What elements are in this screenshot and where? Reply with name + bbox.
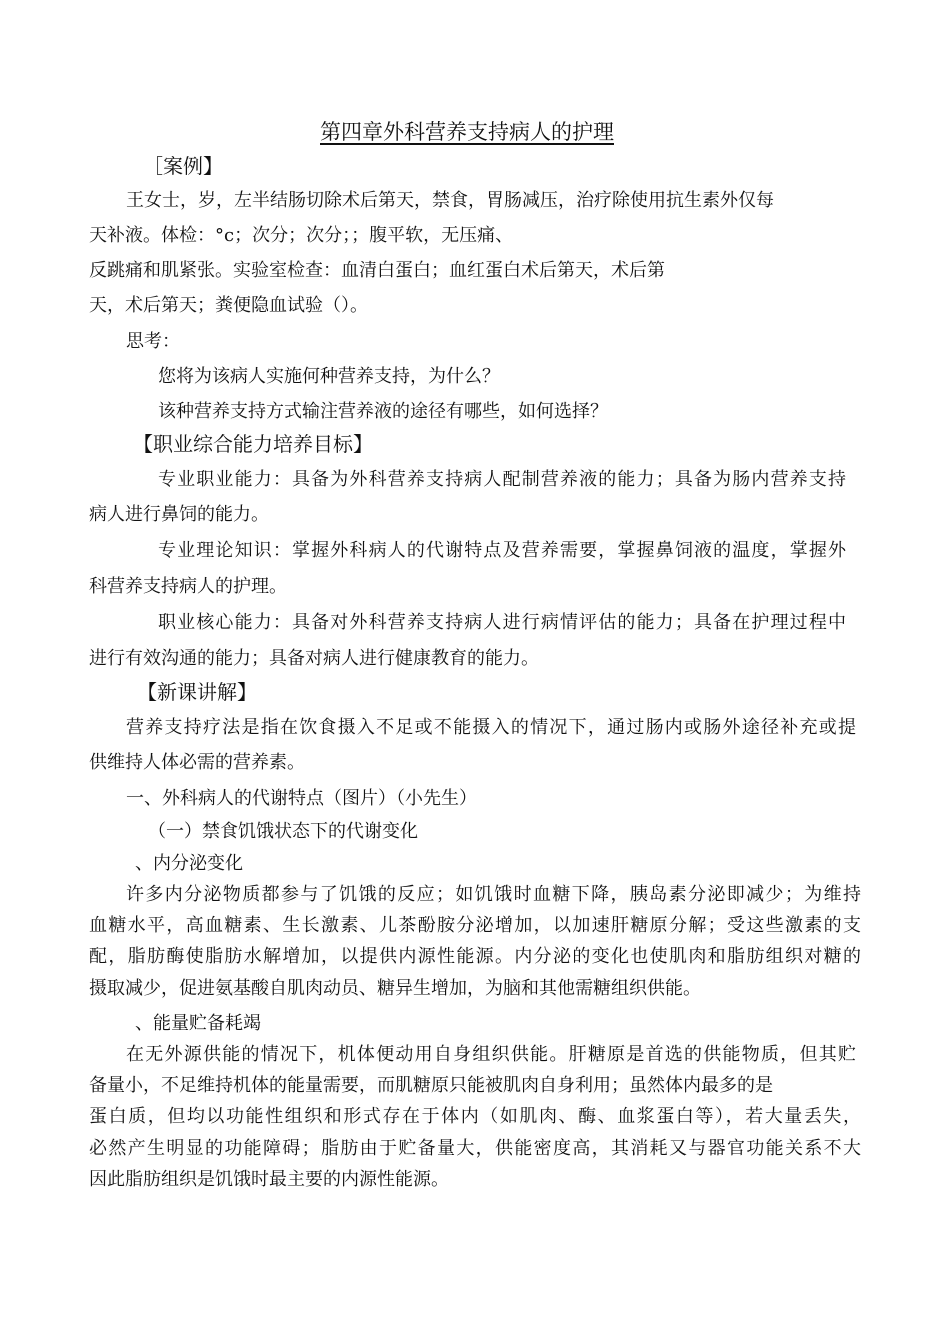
- case-line: 王女士，岁，左半结肠切除术后第天，禁食，胃肠减压，治疗除使用抗生素外仅每: [126, 190, 774, 211]
- section-heading: 一、外科病人的代谢特点（图片）（小先生）: [126, 788, 477, 809]
- body-line: 在无外源供能的情况下，机体便动用自身组织供能。肝糖原是首选的供能物质，但其贮: [126, 1044, 856, 1065]
- goal-line: 进行有效沟通的能力；具备对病人进行健康教育的能力。: [89, 648, 539, 669]
- intro-line: 营养支持疗法是指在饮食摄入不足或不能摄入的情况下，通过肠内或肠外途径补充或提: [126, 717, 856, 738]
- body-line: 血糖水平，高血糖素、生长激素、儿茶酚胺分泌增加，以加速肝糖原分解；受这些激素的支: [89, 915, 861, 936]
- body-line: 配，脂肪酶使脂肪水解增加，以提供内源性能源。内分泌的变化也使肌肉和脂肪组织对糖的: [89, 946, 861, 967]
- body-line: 备量小，不足维持机体的能量需要，而肌糖原只能被肌肉自身利用；虽然体内最多的是: [89, 1075, 773, 1096]
- case-line: 天补液。体检：°c；次分；次分；；腹平软，无压痛、: [89, 225, 514, 246]
- goals-heading: 【职业综合能力培养目标】: [133, 432, 373, 456]
- case-line: 反跳痛和肌紧张。实验室检查：血清白蛋白；血红蛋白术后第天，术后第: [89, 260, 665, 281]
- question: 您将为该病人实施何种营养支持，为什么？: [158, 366, 500, 387]
- body-line: 许多内分泌物质都参与了饥饿的反应；如饥饿时血糖下降，胰岛素分泌即减少；为维持: [126, 884, 861, 905]
- goal-line: 专业职业能力：具备为外科营养支持病人配制营养液的能力；具备为肠内营养支持: [158, 469, 846, 490]
- lecture-heading: 【新课讲解】: [137, 680, 257, 704]
- case-line: 天，术后第天；粪便隐血试验（）。: [89, 295, 368, 316]
- goal-line: 专业理论知识：掌握外科病人的代谢特点及营养需要，掌握鼻饲液的温度，掌握外: [158, 540, 846, 561]
- body-line: 摄取减少，促进氨基酸自肌肉动员、糖异生增加，为脑和其他需糖组织供能。: [89, 978, 701, 999]
- think-label: 思考：: [126, 331, 180, 352]
- item-heading: 、内分泌变化: [135, 853, 243, 874]
- goal-line: 职业核心能力：具备对外科营养支持病人进行病情评估的能力；具备在护理过程中: [158, 612, 846, 633]
- item-heading: 、能量贮备耗竭: [135, 1013, 261, 1034]
- question: 该种营养支持方式输注营养液的途径有哪些，如何选择？: [158, 401, 608, 422]
- body-line: 蛋白质，但均以功能性组织和形式存在于体内（如肌肉、酶、血浆蛋白等），若大量丢失，: [89, 1106, 861, 1127]
- goal-line: 科营养支持病人的护理。: [89, 576, 287, 597]
- case-heading: ［案例】: [143, 154, 223, 178]
- subsection-heading: （一）禁食饥饿状态下的代谢变化: [148, 821, 418, 842]
- page-title: 第四章外科营养支持病人的护理: [320, 120, 614, 144]
- body-line: 必然产生明显的功能障碍；脂肪由于贮备量大，供能密度高，其消耗又与器官功能关系不大: [89, 1138, 861, 1159]
- body-line: 因此脂肪组织是饥饿时最主要的内源性能源。: [89, 1169, 449, 1190]
- goal-line: 病人进行鼻饲的能力。: [89, 504, 269, 525]
- intro-line: 供维持人体必需的营养素。: [89, 752, 305, 773]
